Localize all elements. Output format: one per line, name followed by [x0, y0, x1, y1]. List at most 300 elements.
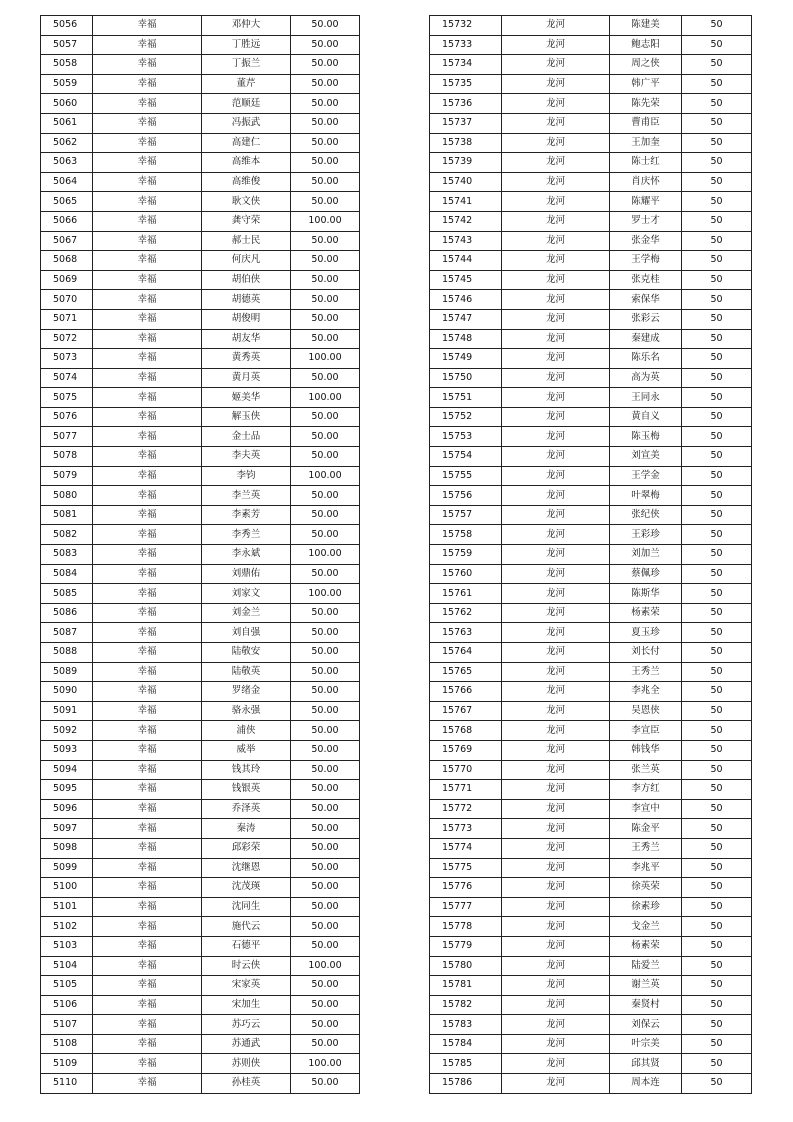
village-cell: 龙河 [502, 55, 610, 75]
table-row [430, 251, 752, 271]
amount-cell: 50.00 [291, 172, 360, 192]
name-cell: 刘鼎佑 [202, 564, 291, 584]
id-cell: 15754 [430, 447, 502, 467]
name-cell: 张克桂 [610, 270, 682, 290]
name-cell: 沈继恩 [202, 858, 291, 878]
table-row [41, 936, 360, 956]
name-cell: 张彩云 [610, 309, 682, 329]
id-cell: 15784 [430, 1034, 502, 1054]
amount-cell: 50 [682, 760, 752, 780]
amount-cell: 50.00 [291, 838, 360, 858]
id-cell: 5057 [41, 35, 93, 55]
table-row [430, 878, 752, 898]
table-row [430, 682, 752, 702]
table-row [41, 525, 360, 545]
id-cell: 5066 [41, 211, 93, 231]
name-cell: 杨素荣 [610, 936, 682, 956]
amount-cell: 100.00 [291, 1054, 360, 1074]
id-cell: 15770 [430, 760, 502, 780]
village-cell: 龙河 [502, 858, 610, 878]
table-row [430, 329, 752, 349]
amount-cell: 50.00 [291, 858, 360, 878]
village-cell: 龙河 [502, 701, 610, 721]
id-cell: 15766 [430, 682, 502, 702]
id-cell: 5063 [41, 153, 93, 173]
village-cell: 幸福 [93, 1074, 202, 1094]
village-cell: 龙河 [502, 917, 610, 937]
name-cell: 刘金兰 [202, 603, 291, 623]
id-cell: 5108 [41, 1034, 93, 1054]
table-row [430, 917, 752, 937]
name-cell: 夏玉珍 [610, 623, 682, 643]
id-cell: 5070 [41, 290, 93, 310]
village-cell: 龙河 [502, 309, 610, 329]
amount-cell: 50.00 [291, 623, 360, 643]
name-cell: 李宣中 [610, 799, 682, 819]
village-cell: 幸福 [93, 740, 202, 760]
amount-cell: 50.00 [291, 486, 360, 506]
village-cell: 幸福 [93, 113, 202, 133]
amount-cell: 50.00 [291, 133, 360, 153]
amount-cell: 50 [682, 486, 752, 506]
table-row [41, 388, 360, 408]
village-cell: 龙河 [502, 113, 610, 133]
village-cell: 幸福 [93, 897, 202, 917]
amount-cell: 50 [682, 290, 752, 310]
amount-cell: 50.00 [291, 270, 360, 290]
name-cell: 叶宗美 [610, 1034, 682, 1054]
id-cell: 15750 [430, 368, 502, 388]
name-cell: 秦贤村 [610, 995, 682, 1015]
id-cell: 15781 [430, 976, 502, 996]
id-cell: 15752 [430, 407, 502, 427]
id-cell: 15763 [430, 623, 502, 643]
id-cell: 5064 [41, 172, 93, 192]
id-cell: 15736 [430, 94, 502, 114]
id-cell: 15783 [430, 1015, 502, 1035]
table-row [41, 1015, 360, 1035]
table-row [41, 329, 360, 349]
name-cell: 鲍志阳 [610, 35, 682, 55]
id-cell: 5071 [41, 309, 93, 329]
id-cell: 5072 [41, 329, 93, 349]
id-cell: 5078 [41, 447, 93, 467]
table-row [41, 917, 360, 937]
table-row [41, 878, 360, 898]
id-cell: 5081 [41, 505, 93, 525]
left-table [40, 15, 360, 1094]
table-row [430, 603, 752, 623]
name-cell: 周之侠 [610, 55, 682, 75]
id-cell: 15747 [430, 309, 502, 329]
name-cell: 龚守荣 [202, 211, 291, 231]
table-row [41, 682, 360, 702]
id-cell: 15733 [430, 35, 502, 55]
table-row [430, 740, 752, 760]
village-cell: 幸福 [93, 564, 202, 584]
village-cell: 龙河 [502, 897, 610, 917]
name-cell: 黄月英 [202, 368, 291, 388]
amount-cell: 50.00 [291, 1074, 360, 1094]
id-cell: 5080 [41, 486, 93, 506]
village-cell: 幸福 [93, 1015, 202, 1035]
village-cell: 龙河 [502, 1054, 610, 1074]
name-cell: 苏通武 [202, 1034, 291, 1054]
village-cell: 龙河 [502, 35, 610, 55]
table-row [430, 211, 752, 231]
id-cell: 15759 [430, 545, 502, 565]
village-cell: 幸福 [93, 780, 202, 800]
id-cell: 5076 [41, 407, 93, 427]
village-cell: 幸福 [93, 231, 202, 251]
amount-cell: 50 [682, 192, 752, 212]
name-cell: 冯振武 [202, 113, 291, 133]
amount-cell: 50 [682, 329, 752, 349]
amount-cell: 50 [682, 55, 752, 75]
name-cell: 陈玉梅 [610, 427, 682, 447]
village-cell: 龙河 [502, 388, 610, 408]
name-cell: 沈同生 [202, 897, 291, 917]
table-row [41, 94, 360, 114]
table-row [41, 858, 360, 878]
name-cell: 董芹 [202, 74, 291, 94]
name-cell: 陈士红 [610, 153, 682, 173]
name-cell: 王秀兰 [610, 662, 682, 682]
amount-cell: 50 [682, 1034, 752, 1054]
table-row [41, 780, 360, 800]
name-cell: 解玉侠 [202, 407, 291, 427]
village-cell: 龙河 [502, 153, 610, 173]
name-cell: 时云侠 [202, 956, 291, 976]
village-cell: 龙河 [502, 525, 610, 545]
id-cell: 5107 [41, 1015, 93, 1035]
amount-cell: 50.00 [291, 780, 360, 800]
id-cell: 5069 [41, 270, 93, 290]
table-row [430, 133, 752, 153]
village-cell: 龙河 [502, 94, 610, 114]
name-cell: 索保华 [610, 290, 682, 310]
amount-cell: 50 [682, 309, 752, 329]
id-cell: 5082 [41, 525, 93, 545]
name-cell: 乔泽英 [202, 799, 291, 819]
village-cell: 龙河 [502, 682, 610, 702]
id-cell: 15735 [430, 74, 502, 94]
amount-cell: 50.00 [291, 447, 360, 467]
name-cell: 王彩珍 [610, 525, 682, 545]
village-cell: 龙河 [502, 662, 610, 682]
name-cell: 胡德英 [202, 290, 291, 310]
amount-cell: 50 [682, 584, 752, 604]
id-cell: 15756 [430, 486, 502, 506]
id-cell: 15774 [430, 838, 502, 858]
name-cell: 王秀兰 [610, 838, 682, 858]
table-row [41, 427, 360, 447]
village-cell: 幸福 [93, 16, 202, 36]
name-cell: 邓仲大 [202, 16, 291, 36]
table-row [430, 623, 752, 643]
amount-cell: 50 [682, 251, 752, 271]
id-cell: 15739 [430, 153, 502, 173]
village-cell: 幸福 [93, 701, 202, 721]
amount-cell: 50 [682, 936, 752, 956]
table-row [41, 447, 360, 467]
village-cell: 龙河 [502, 878, 610, 898]
village-cell: 幸福 [93, 407, 202, 427]
amount-cell: 50 [682, 545, 752, 565]
amount-cell: 50 [682, 878, 752, 898]
village-cell: 龙河 [502, 74, 610, 94]
table-row [430, 956, 752, 976]
amount-cell: 50.00 [291, 231, 360, 251]
id-cell: 15785 [430, 1054, 502, 1074]
name-cell: 苏则侠 [202, 1054, 291, 1074]
id-cell: 15746 [430, 290, 502, 310]
table-row [41, 643, 360, 663]
name-cell: 高维本 [202, 153, 291, 173]
id-cell: 15767 [430, 701, 502, 721]
village-cell: 幸福 [93, 936, 202, 956]
amount-cell: 50 [682, 94, 752, 114]
village-cell: 龙河 [502, 329, 610, 349]
table-row [41, 564, 360, 584]
village-cell: 龙河 [502, 740, 610, 760]
id-cell: 5093 [41, 740, 93, 760]
village-cell: 幸福 [93, 760, 202, 780]
table-row [41, 74, 360, 94]
id-cell: 5094 [41, 760, 93, 780]
name-cell: 徐英荣 [610, 878, 682, 898]
amount-cell: 50 [682, 917, 752, 937]
table-row [41, 545, 360, 565]
village-cell: 幸福 [93, 505, 202, 525]
table-row [41, 505, 360, 525]
village-cell: 龙河 [502, 251, 610, 271]
id-cell: 5059 [41, 74, 93, 94]
amount-cell: 50.00 [291, 35, 360, 55]
table-row [41, 897, 360, 917]
id-cell: 15740 [430, 172, 502, 192]
amount-cell: 50 [682, 349, 752, 369]
table-row [41, 35, 360, 55]
amount-cell: 50.00 [291, 603, 360, 623]
id-cell: 5095 [41, 780, 93, 800]
name-cell: 张金华 [610, 231, 682, 251]
id-cell: 15738 [430, 133, 502, 153]
amount-cell: 50.00 [291, 662, 360, 682]
amount-cell: 50 [682, 16, 752, 36]
id-cell: 5067 [41, 231, 93, 251]
name-cell: 陈金平 [610, 819, 682, 839]
name-cell: 邱其贤 [610, 1054, 682, 1074]
amount-cell: 50.00 [291, 701, 360, 721]
amount-cell: 50.00 [291, 1034, 360, 1054]
village-cell: 龙河 [502, 505, 610, 525]
id-cell: 5075 [41, 388, 93, 408]
amount-cell: 50 [682, 427, 752, 447]
name-cell: 威举 [202, 740, 291, 760]
table-row [430, 153, 752, 173]
table-row [430, 309, 752, 329]
village-cell: 幸福 [93, 917, 202, 937]
table-row [430, 662, 752, 682]
village-cell: 幸福 [93, 211, 202, 231]
village-cell: 龙河 [502, 623, 610, 643]
village-cell: 幸福 [93, 290, 202, 310]
village-cell: 龙河 [502, 211, 610, 231]
table-row [430, 995, 752, 1015]
amount-cell: 100.00 [291, 388, 360, 408]
amount-cell: 50.00 [291, 525, 360, 545]
amount-cell: 100.00 [291, 349, 360, 369]
name-cell: 刘长付 [610, 643, 682, 663]
amount-cell: 50 [682, 231, 752, 251]
village-cell: 幸福 [93, 525, 202, 545]
village-cell: 龙河 [502, 819, 610, 839]
amount-cell: 50.00 [291, 936, 360, 956]
name-cell: 李兰英 [202, 486, 291, 506]
village-cell: 幸福 [93, 172, 202, 192]
name-cell: 王加奎 [610, 133, 682, 153]
amount-cell: 50.00 [291, 682, 360, 702]
village-cell: 幸福 [93, 270, 202, 290]
amount-cell: 100.00 [291, 584, 360, 604]
table-row [41, 172, 360, 192]
table-row [41, 838, 360, 858]
name-cell: 陈斯华 [610, 584, 682, 604]
name-cell: 钱其玲 [202, 760, 291, 780]
name-cell: 周本连 [610, 1074, 682, 1094]
village-cell: 龙河 [502, 368, 610, 388]
id-cell: 15779 [430, 936, 502, 956]
village-cell: 幸福 [93, 584, 202, 604]
amount-cell: 50 [682, 858, 752, 878]
id-cell: 15762 [430, 603, 502, 623]
village-cell: 幸福 [93, 1034, 202, 1054]
table-row [41, 290, 360, 310]
village-cell: 龙河 [502, 486, 610, 506]
name-cell: 王学金 [610, 466, 682, 486]
amount-cell: 50 [682, 74, 752, 94]
village-cell: 幸福 [93, 153, 202, 173]
amount-cell: 50 [682, 643, 752, 663]
name-cell: 李宣臣 [610, 721, 682, 741]
table-row [41, 799, 360, 819]
table-row [41, 623, 360, 643]
id-cell: 15769 [430, 740, 502, 760]
table-row [430, 564, 752, 584]
name-cell: 胡俊明 [202, 309, 291, 329]
name-cell: 陆敬安 [202, 643, 291, 663]
amount-cell: 50.00 [291, 251, 360, 271]
id-cell: 5068 [41, 251, 93, 271]
village-cell: 幸福 [93, 603, 202, 623]
village-cell: 龙河 [502, 838, 610, 858]
amount-cell: 50 [682, 799, 752, 819]
name-cell: 高维俊 [202, 172, 291, 192]
amount-cell: 50.00 [291, 1015, 360, 1035]
id-cell: 15755 [430, 466, 502, 486]
amount-cell: 50.00 [291, 368, 360, 388]
name-cell: 陆爱兰 [610, 956, 682, 976]
amount-cell: 50 [682, 721, 752, 741]
amount-cell: 50 [682, 270, 752, 290]
id-cell: 15748 [430, 329, 502, 349]
table-row [41, 211, 360, 231]
table-row [41, 55, 360, 75]
village-cell: 幸福 [93, 662, 202, 682]
name-cell: 戈金兰 [610, 917, 682, 937]
table-row [41, 584, 360, 604]
amount-cell: 100.00 [291, 466, 360, 486]
village-cell: 幸福 [93, 368, 202, 388]
name-cell: 李兆平 [610, 858, 682, 878]
name-cell: 韩钱华 [610, 740, 682, 760]
village-cell: 龙河 [502, 407, 610, 427]
table-row [430, 290, 752, 310]
name-cell: 浦侠 [202, 721, 291, 741]
name-cell: 石德平 [202, 936, 291, 956]
name-cell: 刘自强 [202, 623, 291, 643]
amount-cell: 50.00 [291, 113, 360, 133]
name-cell: 陈建美 [610, 16, 682, 36]
name-cell: 宋加生 [202, 995, 291, 1015]
village-cell: 龙河 [502, 721, 610, 741]
amount-cell: 50 [682, 388, 752, 408]
table-row [430, 94, 752, 114]
village-cell: 龙河 [502, 172, 610, 192]
id-cell: 5083 [41, 545, 93, 565]
id-cell: 5089 [41, 662, 93, 682]
id-cell: 5058 [41, 55, 93, 75]
amount-cell: 50 [682, 1015, 752, 1035]
amount-cell: 50 [682, 740, 752, 760]
table-row [430, 780, 752, 800]
id-cell: 15744 [430, 251, 502, 271]
table-row [41, 995, 360, 1015]
id-cell: 5104 [41, 956, 93, 976]
table-row [430, 55, 752, 75]
amount-cell: 50.00 [291, 16, 360, 36]
village-cell: 龙河 [502, 976, 610, 996]
name-cell: 高建仁 [202, 133, 291, 153]
id-cell: 5109 [41, 1054, 93, 1074]
name-cell: 陆敬英 [202, 662, 291, 682]
table-row [41, 309, 360, 329]
table-row [430, 466, 752, 486]
name-cell: 范顺廷 [202, 94, 291, 114]
id-cell: 15772 [430, 799, 502, 819]
id-cell: 15765 [430, 662, 502, 682]
table-row [430, 407, 752, 427]
name-cell: 胡伯侠 [202, 270, 291, 290]
table-row [430, 172, 752, 192]
table-row [430, 35, 752, 55]
table-row [41, 956, 360, 976]
table-row [430, 838, 752, 858]
amount-cell: 50 [682, 172, 752, 192]
village-cell: 幸福 [93, 133, 202, 153]
id-cell: 15732 [430, 16, 502, 36]
amount-cell: 50.00 [291, 917, 360, 937]
village-cell: 幸福 [93, 388, 202, 408]
village-cell: 幸福 [93, 466, 202, 486]
table-row [430, 976, 752, 996]
id-cell: 5086 [41, 603, 93, 623]
id-cell: 5065 [41, 192, 93, 212]
village-cell: 龙河 [502, 760, 610, 780]
amount-cell: 50 [682, 133, 752, 153]
name-cell: 姬美华 [202, 388, 291, 408]
